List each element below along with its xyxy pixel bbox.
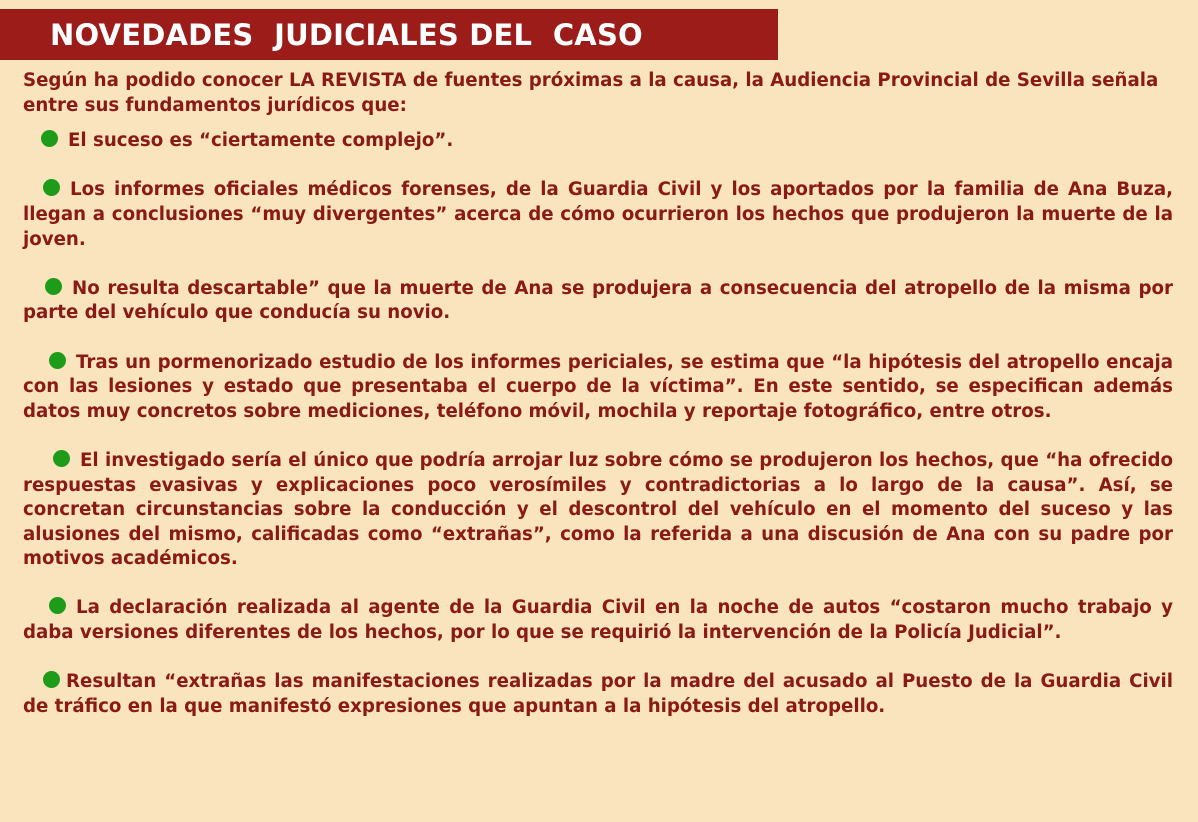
list-item-text: Tras un pormenorizado estudio de los informes periciales, se estima que “la hipótesis del atropello encaja con las lesiones y estado que presentaba el cuerpo de la víctima”. En este sentido, se especifican además datos muy concretos sobre mediciones, teléfono móvil, mochila y reportaje fotográfico, entre otros. [23, 351, 1173, 422]
list-item-text: Los informes oficiales médicos forenses, de la Guardia Civil y los aportados por la familia de Ana Buza, llegan a conclusiones “muy divergentes” acerca de cómo ocurrieron los hechos que produjeron la muerte de la joven. [23, 179, 1173, 250]
list-item [23, 596, 1173, 645]
list-item [23, 129, 1173, 154]
green-bullet-icon [49, 597, 66, 614]
header-banner [0, 9, 778, 60]
green-bullet-icon [43, 671, 60, 688]
intro-paragraph: Según ha podido conocer LA REVISTA de fuentes próximas a la causa, la Audiencia Provincial de Sevilla señala entre sus fundamentos jurídicos que: [23, 70, 1159, 116]
list-item-text: La declaración realizada al agente de la Guardia Civil en la noche de autos “costaron mucho trabajo y daba versiones diferentes de los hechos, por lo que se requirió la intervención de la Policía Judicial”. [23, 597, 1173, 644]
list-item [23, 178, 1173, 252]
green-bullet-icon [41, 130, 58, 147]
article-body [23, 69, 1173, 719]
green-bullet-icon [45, 278, 62, 295]
list-item [23, 449, 1173, 572]
green-bullet-icon [43, 179, 60, 196]
green-bullet-icon [53, 450, 70, 467]
page-title: NOVEDADES JUDICIALES DEL CASO [50, 18, 643, 52]
list-item-text: Resultan “extrañas las manifestaciones realizadas por la madre del acusado al Puesto de la Guardia Civil de tráfico en la que manifestó expresiones que apuntan a la hipótesis del atropello. [23, 671, 1173, 717]
list-item [23, 351, 1173, 425]
list-item-text: El investigado sería el único que podría arrojar luz sobre cómo se produjeron los hechos, que “ha ofrecido respuestas evasivas y explicaciones poco verosímiles y contradictorias a lo largo de la causa”. Así, se concretan circunstancias sobre la conducción y el descontrol del vehículo en el momento del suceso y las alusiones del mismo, calificadas como “extrañas”, como la referida a una discusión de Ana con su padre por motivos académicos. [23, 449, 1173, 570]
list-item-text: No resulta descartable” que la muerte de Ana se produjera a consecuencia del atropello de la misma por parte del vehículo que conducía su novio. [23, 277, 1173, 324]
list-item-text: El suceso es “ciertamente complejo”. [68, 130, 454, 152]
list-item [23, 277, 1173, 326]
green-bullet-icon [49, 352, 66, 369]
fundamentos-list [23, 129, 1173, 719]
list-item [23, 670, 1173, 719]
